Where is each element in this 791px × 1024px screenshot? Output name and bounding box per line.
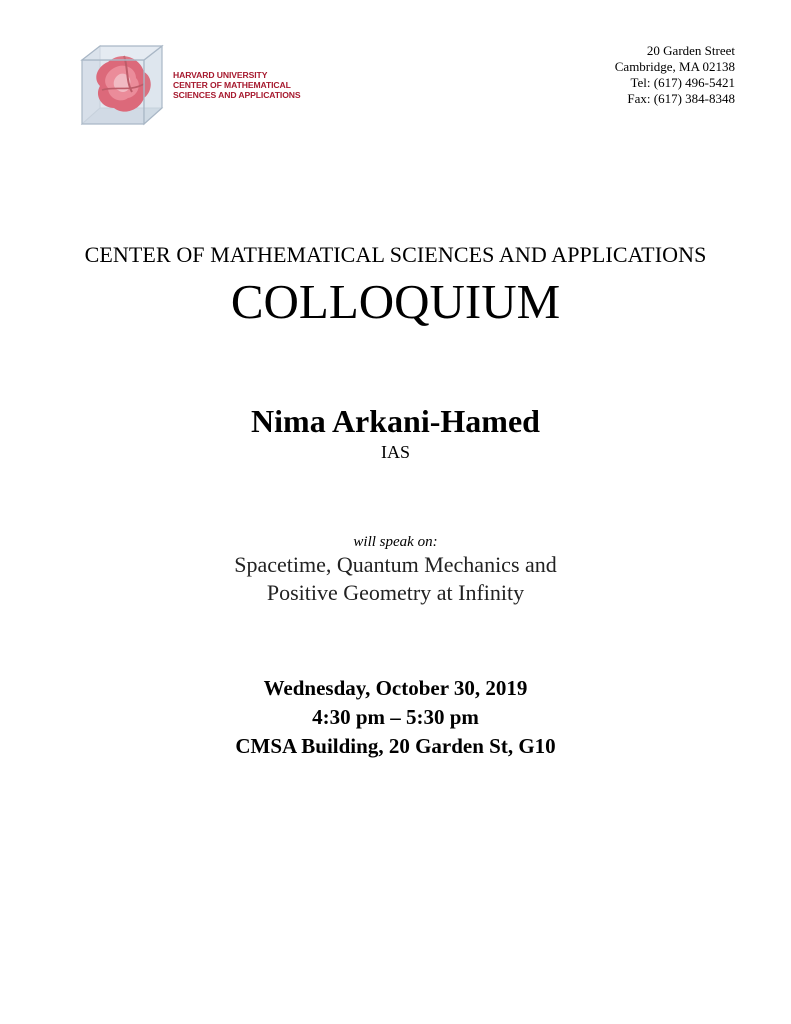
address-city: Cambridge, MA 02138 bbox=[614, 59, 735, 74]
talk-title-line-2: Positive Geometry at Infinity bbox=[266, 580, 525, 605]
speaker-affiliation: IAS bbox=[380, 442, 410, 462]
speaker-name: Nima Arkani-Hamed bbox=[251, 403, 540, 439]
cmsa-logo bbox=[78, 42, 301, 134]
address-block bbox=[615, 43, 735, 107]
center-name-heading: CENTER OF MATHEMATICAL SCIENCES AND APPLICATIONS bbox=[84, 242, 707, 267]
event-date: Wednesday, October 30, 2019 bbox=[263, 676, 528, 700]
logo-line-university: HARVARD UNIVERSITY bbox=[173, 70, 268, 80]
event-location: CMSA Building, 20 Garden St, G10 bbox=[235, 734, 556, 758]
address-tel: Tel: (617) 496-5421 bbox=[630, 75, 735, 90]
talk-title bbox=[0, 551, 791, 607]
cube-logo-icon bbox=[78, 42, 166, 132]
event-type-title: COLLOQUIUM bbox=[230, 274, 561, 329]
logo-wordmark bbox=[173, 70, 301, 100]
logo-line-center: CENTER OF MATHEMATICAL bbox=[173, 80, 291, 90]
event-time: 4:30 pm – 5:30 pm bbox=[312, 705, 479, 729]
address-fax: Fax: (617) 384-8348 bbox=[627, 91, 735, 106]
talk-title-line-1: Spacetime, Quantum Mechanics and bbox=[234, 552, 557, 577]
logo-line-sciences: SCIENCES AND APPLICATIONS bbox=[173, 90, 301, 100]
address-street: 20 Garden Street bbox=[646, 43, 735, 58]
event-details bbox=[0, 674, 791, 761]
will-speak-on-label: will speak on: bbox=[353, 534, 438, 550]
